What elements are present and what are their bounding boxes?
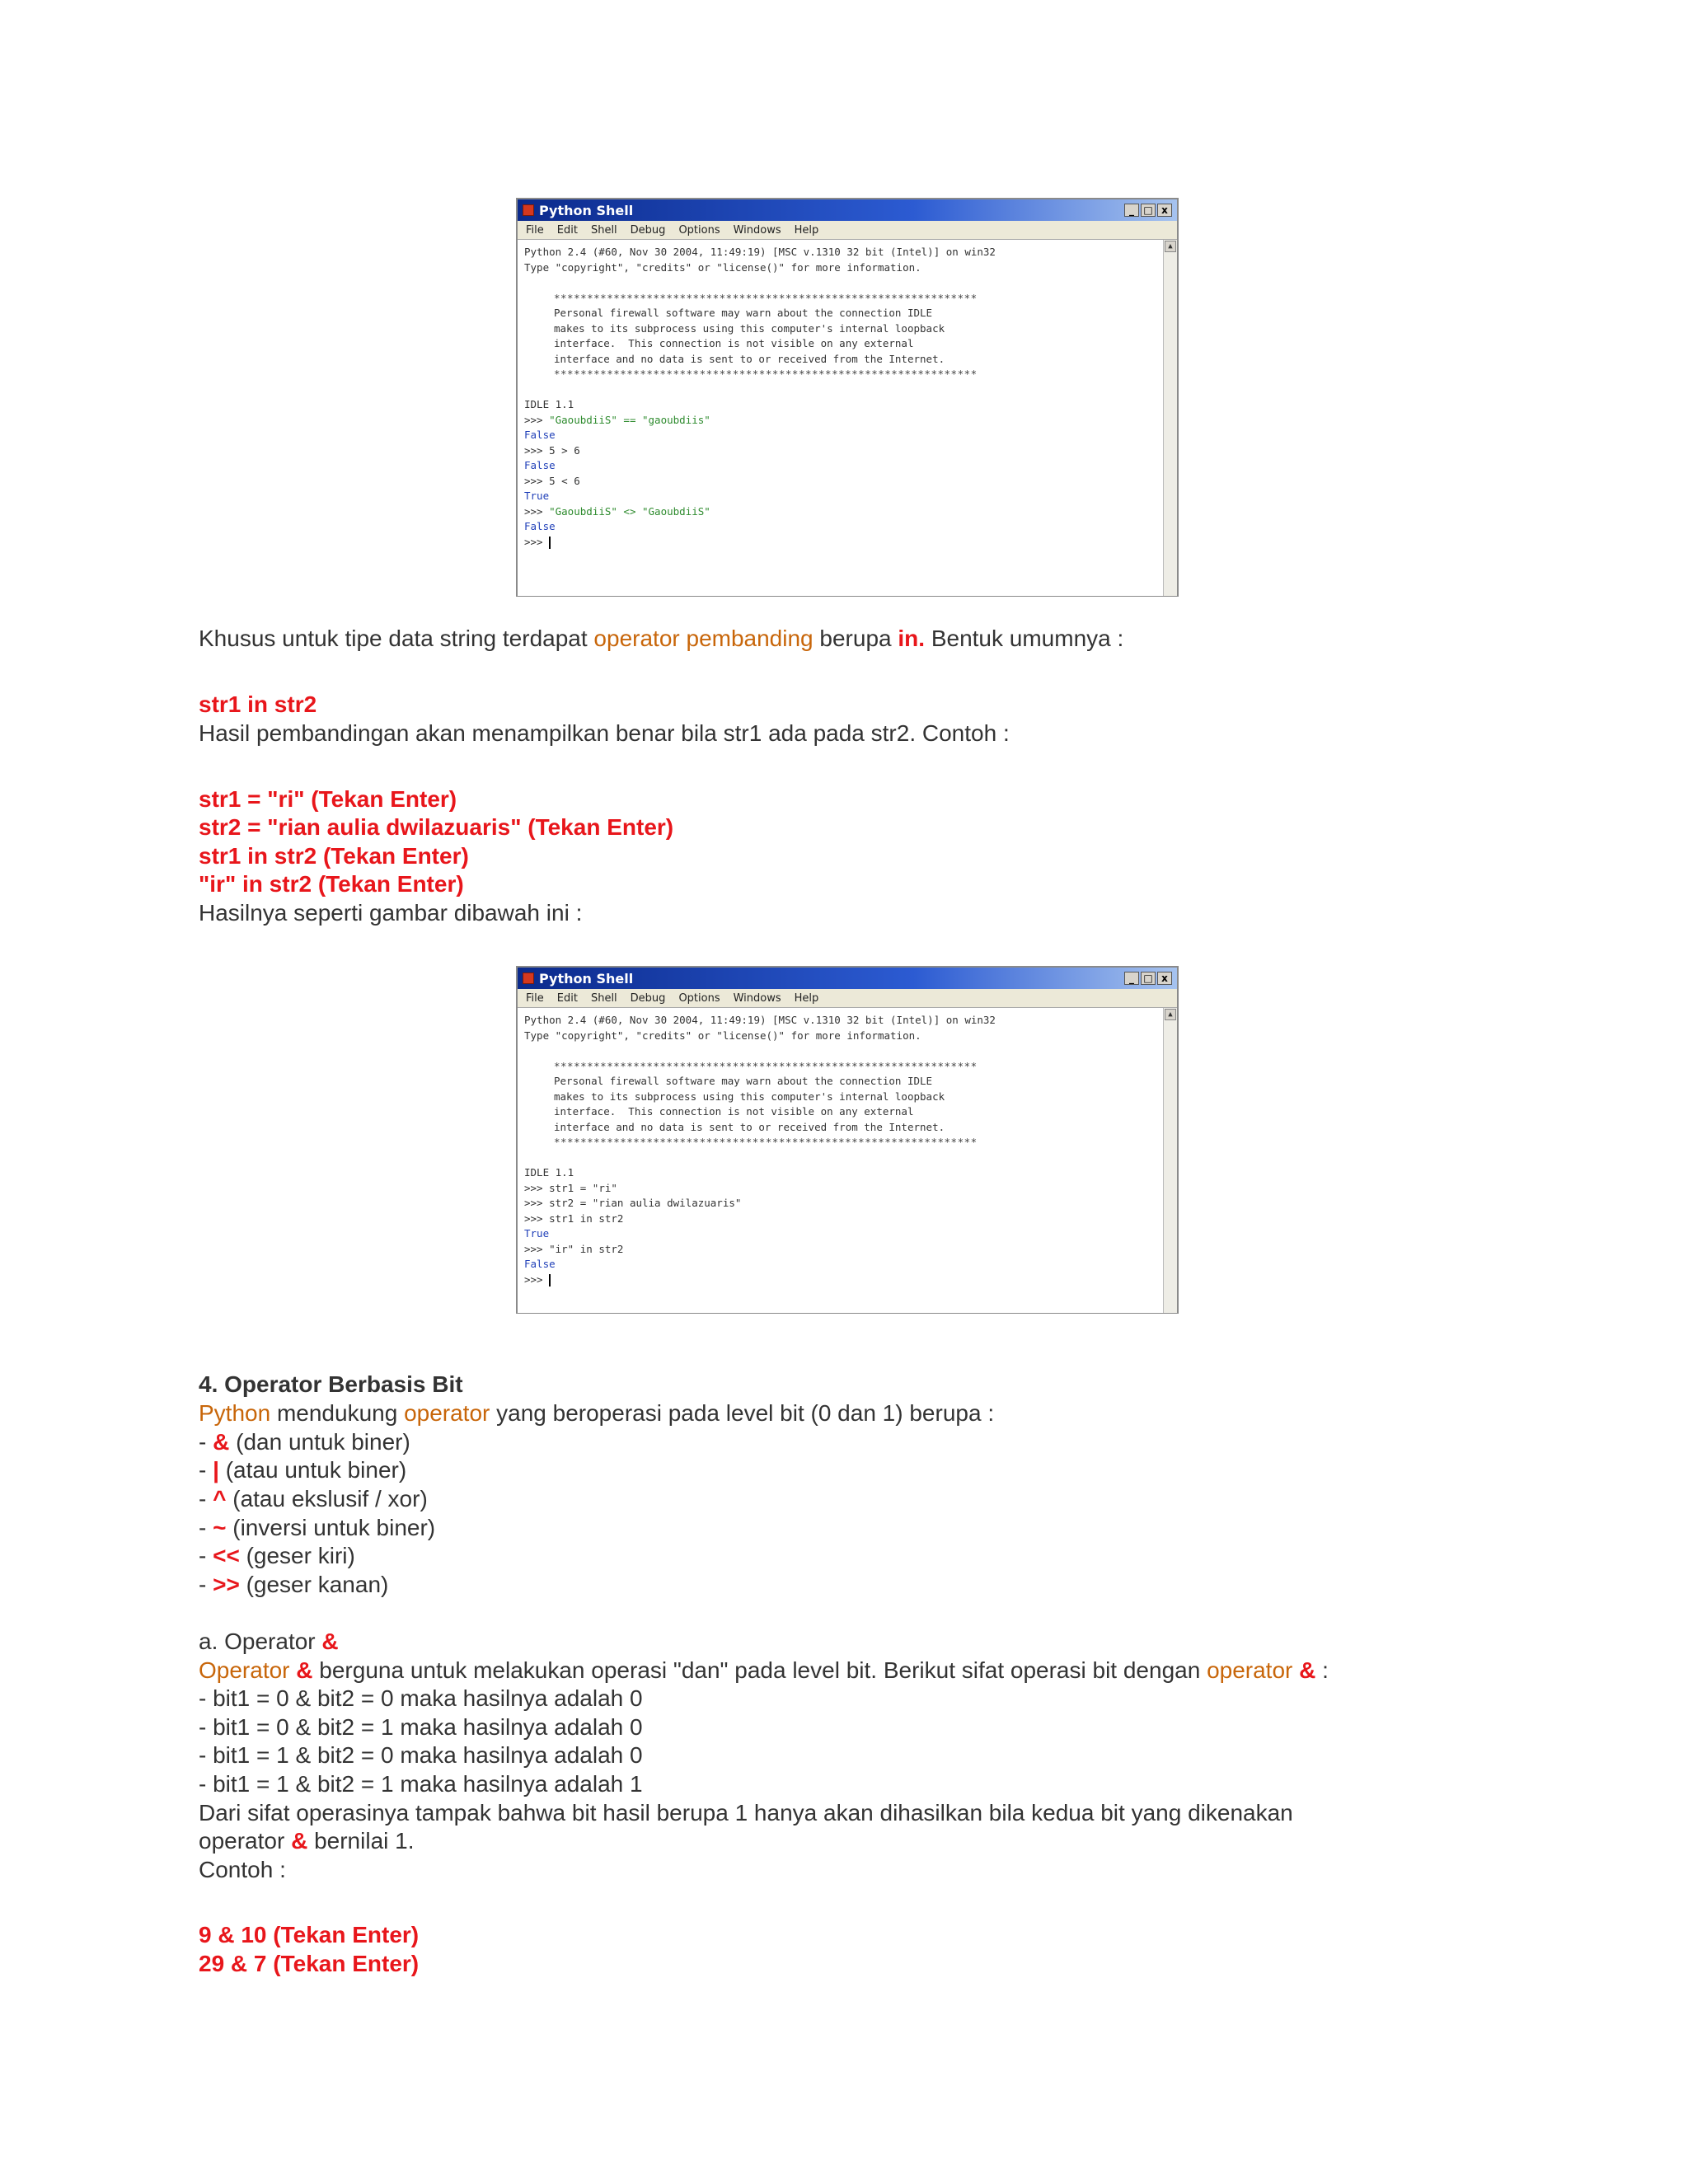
shell-output-line: False — [524, 520, 556, 532]
scroll-up-icon[interactable]: ▲ — [1165, 1009, 1176, 1020]
shell-input-line: >>> 5 < 6 — [524, 474, 580, 487]
shell-output[interactable] — [518, 240, 1177, 596]
python-app-icon — [523, 972, 534, 984]
list-item: - & (dan untuk biner) — [199, 1429, 410, 1455]
example-line: 29 & 7 (Tekan Enter) — [199, 1951, 420, 1976]
menu-file[interactable]: File — [526, 991, 544, 1005]
paragraph-description: Hasil pembandingan akan menampilkan benar bila str1 ada pada str2. Contoh : — [199, 720, 1010, 746]
shell-input-line: >>> "GaoubdiiS" == "gaoubdiis" — [524, 413, 710, 426]
link-operator[interactable]: Operator — [199, 1657, 290, 1683]
maximize-icon[interactable]: □ — [1141, 204, 1156, 217]
python-shell-screenshot-1 — [516, 198, 1179, 597]
close-icon[interactable]: x — [1157, 204, 1172, 217]
menu-windows[interactable]: Windows — [733, 223, 781, 237]
shell-scrollbar[interactable] — [1163, 240, 1177, 596]
shell-header-line: Type "copyright", "credits" or "license()" for more information. — [524, 1029, 921, 1042]
shell-input-line: >>> "ir" in str2 — [524, 1242, 624, 1255]
paragraph-result: Hasilnya seperti gambar dibawah ini : — [199, 900, 583, 926]
shell-header-line: Type "copyright", "credits" or "license()" for more information. — [524, 260, 921, 274]
shell-firewall-line: makes to its subprocess using this computer's internal loopback — [554, 1090, 945, 1103]
section-heading: 4. Operator Berbasis Bit — [199, 1371, 463, 1397]
shell-output[interactable] — [518, 1008, 1177, 1313]
shell-titlebar — [518, 199, 1177, 221]
example-line: str1 in str2 (Tekan Enter) — [199, 843, 469, 869]
menu-shell[interactable]: Shell — [590, 991, 617, 1005]
shell-output-line: False — [524, 459, 556, 471]
menu-edit[interactable]: Edit — [556, 223, 578, 237]
shell-prompt-line[interactable]: >>> — [524, 1272, 550, 1286]
shell-firewall-line: interface and no data is sent to or received from the Internet. — [554, 352, 945, 365]
shell-input-line: >>> "GaoubdiiS" <> "GaoubdiiS" — [524, 504, 710, 518]
example-line: str2 = "rian aulia dwilazuaris" (Tekan Enter) — [199, 814, 674, 840]
paragraph-in-operator: Khusus untuk tipe data string terdapat operator pembanding berupa in. Bentuk umumnya : — [199, 626, 1124, 651]
shell-input-line: >>> str1 = "ri" — [524, 1181, 617, 1194]
window-controls — [1124, 972, 1172, 985]
menu-debug[interactable]: Debug — [630, 991, 666, 1005]
python-app-icon — [523, 204, 534, 216]
menu-edit[interactable]: Edit — [556, 991, 578, 1005]
shell-idle-version: IDLE 1.1 — [524, 1166, 574, 1179]
menu-help[interactable]: Help — [794, 991, 819, 1005]
minimize-icon[interactable]: _ — [1124, 204, 1139, 217]
shell-firewall-line: interface. This connection is not visible on any external — [554, 337, 914, 349]
maximize-icon[interactable]: □ — [1141, 972, 1156, 985]
bit-rule-line: - bit1 = 1 & bit2 = 1 maka hasilnya adalah 1 — [199, 1771, 643, 1797]
shell-output-line: False — [524, 1258, 556, 1270]
shell-menubar — [518, 989, 1177, 1008]
shell-firewall-line: interface and no data is sent to or received from the Internet. — [554, 1120, 945, 1133]
link-operator[interactable]: operator — [404, 1400, 490, 1426]
shell-title: Python Shell — [539, 202, 634, 218]
scroll-up-icon[interactable]: ▲ — [1165, 241, 1176, 252]
shell-input-line: >>> str2 = "rian aulia dwilazuaris" — [524, 1197, 742, 1209]
text-cursor — [549, 537, 551, 549]
menu-windows[interactable]: Windows — [733, 991, 781, 1005]
subsection-heading: a. Operator & — [199, 1629, 339, 1654]
paragraph-conclusion-2: operator & bernilai 1. — [199, 1828, 415, 1854]
shell-stars: **************************************************************** — [554, 1136, 978, 1148]
example-line: str1 = "ri" (Tekan Enter) — [199, 786, 457, 812]
shell-output-line: True — [524, 1227, 550, 1240]
minimize-icon[interactable]: _ — [1124, 972, 1139, 985]
bit-rule-line: - bit1 = 0 & bit2 = 1 maka hasilnya adalah 0 — [199, 1714, 643, 1740]
shell-stars: **************************************************************** — [554, 1059, 978, 1072]
list-item: - ^ (atau ekslusif / xor) — [199, 1486, 428, 1511]
shell-firewall-line: makes to its subprocess using this computer's internal loopback — [554, 321, 945, 335]
shell-output-line: False — [524, 429, 556, 441]
list-item: - >> (geser kanan) — [199, 1572, 389, 1597]
list-item: - | (atau untuk biner) — [199, 1457, 407, 1483]
syntax-line: str1 in str2 — [199, 691, 317, 717]
example-line: "ir" in str2 (Tekan Enter) — [199, 871, 464, 897]
shell-firewall-line: interface. This connection is not visible on any external — [554, 1105, 914, 1118]
close-icon[interactable]: x — [1157, 972, 1172, 985]
shell-header-line: Python 2.4 (#60, Nov 30 2004, 11:49:19) [MSC v.1310 32 bit (Intel)] on win32 — [524, 1014, 996, 1026]
shell-scrollbar[interactable] — [1163, 1008, 1177, 1313]
shell-title: Python Shell — [539, 970, 634, 987]
contoh-label: Contoh : — [199, 1857, 286, 1882]
shell-prompt-line[interactable]: >>> — [524, 535, 550, 548]
shell-idle-version: IDLE 1.1 — [524, 398, 574, 410]
shell-header-line: Python 2.4 (#60, Nov 30 2004, 11:49:19) [MSC v.1310 32 bit (Intel)] on win32 — [524, 246, 996, 258]
shell-stars: **************************************************************** — [554, 368, 978, 380]
shell-stars: **************************************************************** — [554, 291, 978, 304]
python-shell-screenshot-2 — [516, 966, 1179, 1314]
shell-input-line: >>> str1 in str2 — [524, 1212, 624, 1225]
shell-output-line: True — [524, 490, 550, 502]
menu-file[interactable]: File — [526, 223, 544, 237]
shell-firewall-line: Personal firewall software may warn about the connection IDLE — [554, 307, 933, 319]
list-item: - ~ (inversi untuk biner) — [199, 1515, 436, 1540]
menu-help[interactable]: Help — [794, 223, 819, 237]
paragraph-bit-operators: Python mendukung operator yang beroperasi pada level bit (0 dan 1) berupa : — [199, 1400, 995, 1426]
menu-shell[interactable]: Shell — [590, 223, 617, 237]
paragraph-conclusion: Dari sifat operasinya tampak bahwa bit hasil berupa 1 hanya akan dihasilkan bila kedua bit yang dikenakan — [199, 1800, 1293, 1825]
menu-options[interactable]: Options — [678, 991, 720, 1005]
paragraph-and-operator: Operator & berguna untuk melakukan operasi "dan" pada level bit. Berikut sifat operasi bit dengan operator & : — [199, 1657, 1329, 1683]
shell-input-line: >>> 5 > 6 — [524, 443, 580, 457]
example-line: 9 & 10 (Tekan Enter) — [199, 1922, 420, 1947]
text-cursor — [549, 1274, 551, 1286]
shell-titlebar — [518, 968, 1177, 989]
bit-rule-line: - bit1 = 0 & bit2 = 0 maka hasilnya adalah 0 — [199, 1685, 643, 1711]
menu-options[interactable]: Options — [678, 223, 720, 237]
link-operator-pembanding[interactable]: operator pembanding — [593, 626, 814, 651]
bit-rule-line: - bit1 = 1 & bit2 = 0 maka hasilnya adalah 0 — [199, 1742, 643, 1768]
link-operator[interactable]: operator — [1207, 1657, 1293, 1683]
window-controls — [1124, 204, 1172, 217]
menu-debug[interactable]: Debug — [630, 223, 666, 237]
link-python[interactable]: Python — [199, 1400, 271, 1426]
list-item: - << (geser kiri) — [199, 1543, 355, 1568]
shell-menubar — [518, 221, 1177, 240]
shell-firewall-line: Personal firewall software may warn about the connection IDLE — [554, 1075, 933, 1087]
